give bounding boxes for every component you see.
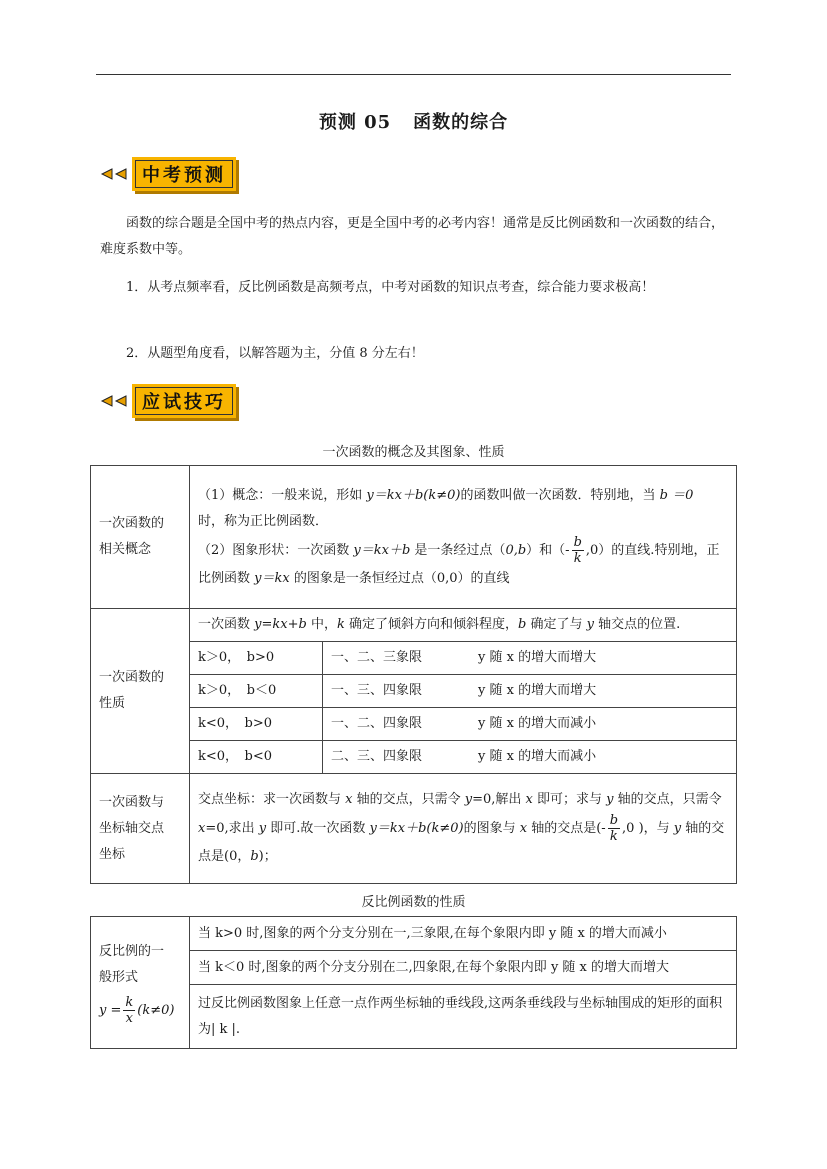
concept-cell: （1）概念：一般来说，形如 y＝kx＋b(k≠0)的函数叫做一次函数．特别地，当 b ＝0 时，称为正比例函数． （2）图象形状：一次函数 y＝kx＋b 是一条经过点（0,b）和（- $\frac{b}{k}$ ,0）的直线.特别地，正比例函数 y＝kx 的图象是一条恒经过点（0,0）的直线 — [190, 466, 737, 609]
property-header: 一次函数 y=kx+b 中，k 确定了倾斜方向和倾斜程度，b 确定了与 y 轴交点的位置. — [190, 609, 737, 642]
table1-caption: 一次函数的概念及其图象、性质 — [322, 445, 505, 460]
skills-badge — [132, 384, 236, 418]
table-row — [91, 609, 737, 642]
forecast-badge — [132, 157, 236, 191]
fraction-k-over-x: $\frac{k}{x}$ — [125, 995, 134, 1026]
double-left-arrow-icon — [100, 395, 128, 407]
inverse-label: 反比例的一 般形式 y = $\frac{k}{x}$ (k≠0) — [91, 917, 190, 1049]
title-main: 函数的综合 — [413, 112, 509, 133]
concept-label: 一次函数的 相关概念 — [91, 466, 190, 609]
fraction-b-over-k: $\frac{b}{k}$ — [609, 813, 619, 844]
forecast-badge-label: 中考预测 — [135, 160, 233, 188]
skills-badge-label: 应试技巧 — [135, 387, 233, 415]
condition-cell: k<0， b<0 — [190, 741, 323, 774]
inverse-function-table — [90, 916, 737, 1049]
condition-cell: k＞0， b>0 — [190, 642, 323, 675]
inverse-formula: y = $\frac{k}{x}$ (k≠0) — [99, 995, 175, 1026]
header-rule — [96, 74, 731, 75]
inverse-property-1: 当 k>0 时,图象的两个分支分别在一,三象限,在每个象限内即 y 随 x 的增大而减小 — [190, 917, 737, 951]
inverse-property-2: 当 k＜0 时,图象的两个分支分别在二,四象限,在每个象限内即 y 随 x 的增大而增大 — [190, 951, 737, 985]
table-row — [91, 917, 737, 951]
intro-point-1: 1．从考点频率看，反比例函数是高频考点，中考对函数的知识点考查，综合能力要求极高！ — [126, 280, 655, 295]
condition-cell: k＞0， b＜0 — [190, 675, 323, 708]
property-cell: 一、三、四象限 y 随 x 的增大而增大 — [323, 675, 737, 708]
inverse-property-3: 过反比例函数图象上任意一点作两坐标轴的垂线段,这两条垂线段与坐标轴围成的矩形的面积为| k |. — [190, 985, 737, 1049]
property-cell: 一、二、四象限 y 随 x 的增大而减小 — [323, 708, 737, 741]
property-label: 一次函数的 性质 — [91, 609, 190, 774]
table-row — [91, 774, 737, 884]
table-row — [91, 466, 737, 609]
linear-function-table — [90, 465, 737, 884]
axis-cell: 交点坐标：求一次函数与 x 轴的交点，只需令 y=0,解出 x 即可；求与 y 轴的交点，只需令 x=0,求出 y 即可.故一次函数 y＝kx＋b(k≠0)的图象与 x 轴的交点是(- $\frac{b}{k}$ ,0 )，与 y 轴的交点是(0，b)； — [190, 774, 737, 884]
fraction-b-over-k: $\frac{b}{k}$ — [573, 534, 582, 566]
axis-label: 一次函数与 坐标轴交点 坐标 — [91, 774, 190, 884]
double-left-arrow-icon — [100, 168, 128, 180]
property-cell: 一、二、三象限 y 随 x 的增大而增大 — [323, 642, 737, 675]
intro-point-2: 2．从题型角度看，以解答题为主，分值 8 分左右！ — [126, 346, 424, 361]
title-prefix: 预测 05 — [318, 112, 392, 133]
intro-paragraph: 函数的综合题是全国中考的热点内容，更是全国中考的必考内容！通常是反比例函数和一次函数的结合，难度系数中等。 — [100, 216, 725, 257]
property-cell: 二、三、四象限 y 随 x 的增大而减小 — [323, 741, 737, 774]
condition-cell: k<0， b>0 — [190, 708, 323, 741]
page-title — [0, 108, 827, 134]
table2-caption: 反比例函数的性质 — [361, 895, 466, 910]
